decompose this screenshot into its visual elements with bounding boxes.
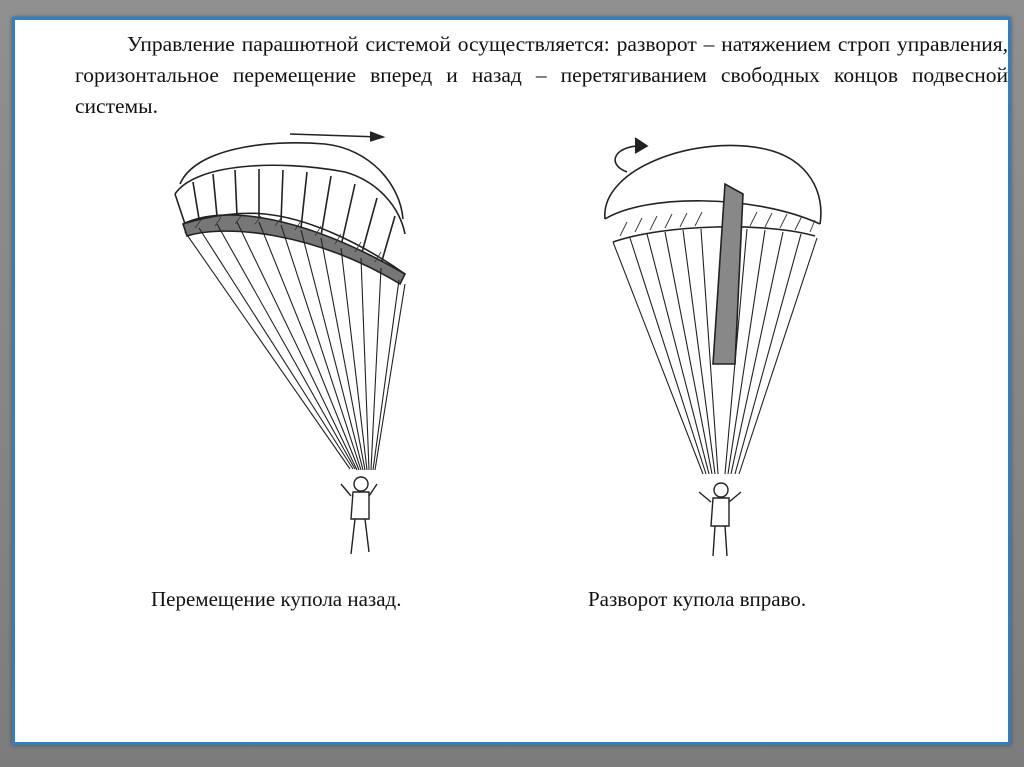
parachute-right-turn-illustration [575, 124, 835, 564]
intro-text: Управление парашютной системой осуществляется: разворот – натяжением строп управления, горизонтальное перемещение вперед и назад – перетягиванием свободных концов подвесной системы. [75, 32, 1008, 118]
figure-caption-right-turn: Разворот купола вправо. [588, 587, 807, 611]
slide [12, 17, 1011, 745]
intro-paragraph [75, 29, 1008, 122]
figure-caption-backward: Перемещение купола назад. [151, 587, 402, 611]
parachute-backward-illustration [155, 124, 415, 564]
